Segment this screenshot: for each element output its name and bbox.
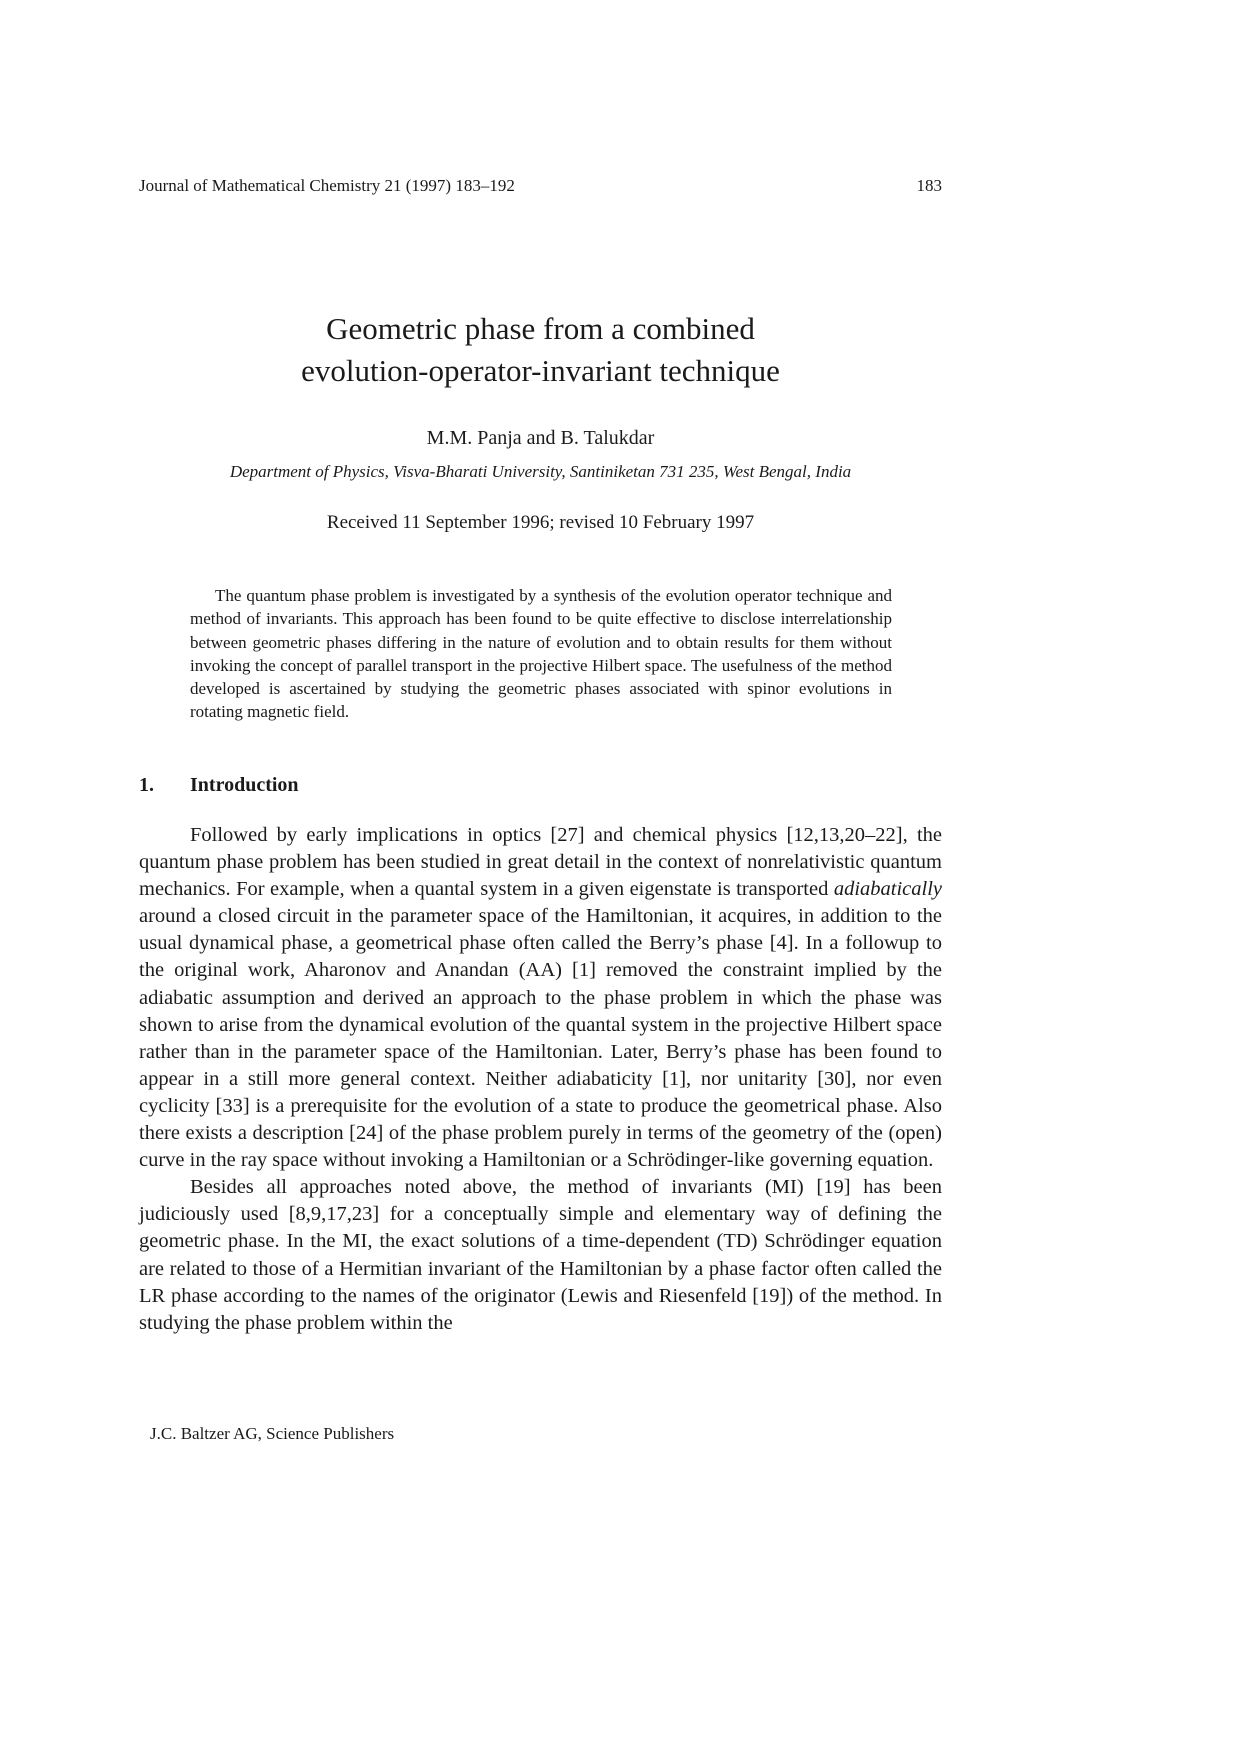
section-title: Introduction xyxy=(190,774,299,796)
publisher-footer: J.C. Baltzer AG, Science Publishers xyxy=(150,1424,395,1443)
section-number: 1. xyxy=(139,774,154,796)
emphasis-adiabatically: adiabatically xyxy=(833,878,942,901)
page-number: 183 xyxy=(916,176,942,195)
section-heading xyxy=(139,772,299,798)
title-line-1: Geometric phase from a combined xyxy=(326,311,755,346)
paragraph-2: Besides all approaches noted above, the method of invariants (MI) [19] has been judiciously used [8,9,17,23] for a conceptually simple and elementary way of defining the geometric phase. In the MI, the exact solutions of a time-dependent (TD) Schrödinger equation are related to those of a Hermitian invariant of the Hamiltonian by a phase factor often called the LR phase according to the names of the originator (Lewis and Riesenfeld [19]) of the method. In studying the phase problem within the xyxy=(139,1176,942,1334)
paragraph-1 xyxy=(139,822,942,1174)
affiliation: Department of Physics, Visva-Bharati University, Santiniketan 731 235, West Bengal, India xyxy=(229,462,852,481)
received-dates: Received 11 September 1996; revised 10 February 1997 xyxy=(326,512,755,533)
paragraph-1-part-1: Followed by early implications in optics [27] and chemical physics [12,13,20–22], the quantum phase problem has been studied in great detail in the context of nonrelativistic quantum mechanics. For example, when a quantal system in a given eigenstate is transported xyxy=(139,824,942,901)
body-text xyxy=(139,822,942,1337)
authors: M.M. Panja and B. Talukdar xyxy=(426,427,655,449)
journal-citation: Journal of Mathematical Chemistry 21 (1997) 183–192 xyxy=(139,176,515,195)
title-line-2: evolution-operator-invariant technique xyxy=(301,353,780,388)
abstract: The quantum phase problem is investigated by a synthesis of the evolution operator technique and method of invariants. This approach has been found to be quite effective to disclose interrelationship between geometric phases differing in the nature of evolution and to obtain results for them without invoking the concept of parallel transport in the projective Hilbert space. The usefulness of the method developed is ascertained by studying the geometric phases associated with spinor evolutions in rotating magnetic field. xyxy=(190,586,892,722)
running-head xyxy=(139,175,942,197)
paper-title xyxy=(139,308,942,392)
paragraph-1-part-2: around a closed circuit in the parameter space of the Hamiltonian, it acquires, in addition to the usual dynamical phase, a geometrical phase often called the Berry’s phase [4]. In a followup to the original work, Aharonov and Anandan (AA) [1] removed the constraint implied by the adiabatic assumption and derived an approach to the phase problem in which the phase was shown to arise from the dynamical evolution of the quantal system in the projective Hilbert space rather than in the parameter space of the Hamiltonian. Later, Berry’s phase has been found to appear in a still more general context. Neither adiabaticity [1], nor unitarity [30], nor even cyclicity [33] is a prerequisite for the evolution of a state to produce the geometrical phase. Also there exists a description [24] of the phase problem purely in terms of the geometry of the (open) curve in the ray space without invoking a Hamiltonian or a Schrödinger-like governing equation. xyxy=(139,905,942,1172)
